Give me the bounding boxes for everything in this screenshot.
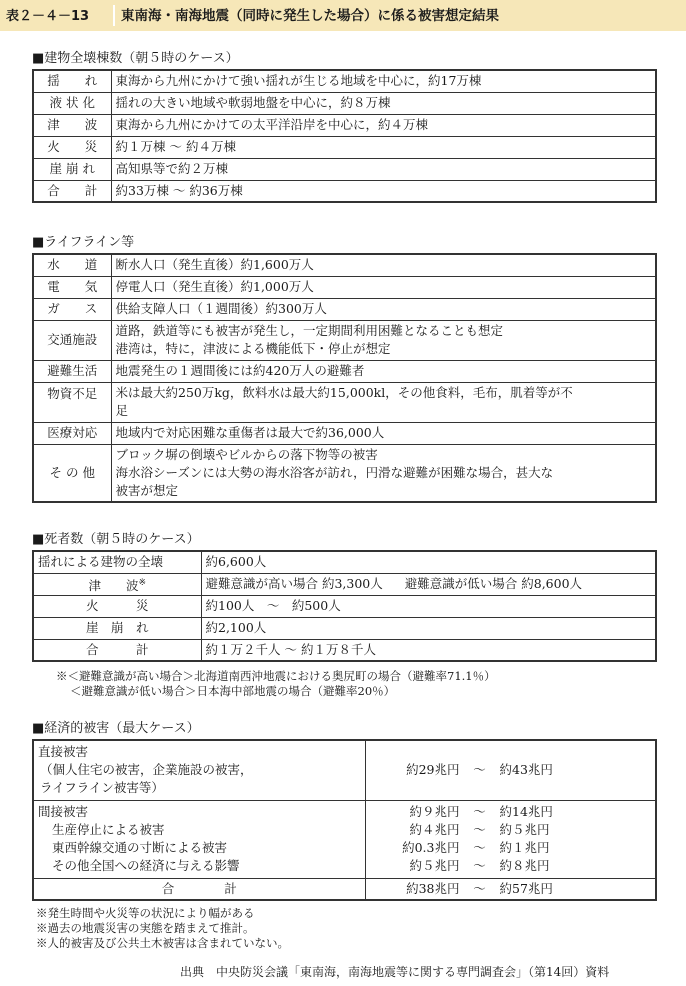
row-label: 崖 崩 れ — [33, 158, 111, 180]
table-row — [33, 136, 656, 158]
row-label: 医療対応 — [33, 422, 111, 444]
indirect-damage-label — [33, 800, 365, 878]
table-row — [33, 254, 656, 276]
row-label: 火 災 — [33, 595, 201, 617]
table-row — [33, 180, 656, 202]
row-label: 物資不足 — [33, 382, 111, 422]
table-number: 表２－４－13 — [6, 9, 90, 24]
value-high: 避難意識が高い場合 約3,300人 — [205, 576, 383, 592]
section-heading-buildings: ■建物全壊棟数（朝５時のケース） — [32, 51, 239, 66]
row-label: 合 計 — [33, 180, 111, 202]
value-tilde: ～ — [473, 762, 486, 778]
value-min: 約29兆円 — [406, 762, 460, 778]
table-row — [33, 360, 656, 382]
row-label-text: 津 波 — [88, 577, 139, 593]
deaths-table — [32, 550, 657, 662]
lifeline-table — [32, 253, 657, 503]
value-max: 約１兆円 — [499, 840, 550, 855]
table-row — [33, 444, 656, 502]
value-line — [398, 803, 652, 821]
table-row — [33, 382, 656, 422]
row-value — [201, 573, 656, 595]
row-value: 約2,100人 — [201, 617, 656, 639]
row-line: 間接被害 — [38, 804, 89, 819]
row-value: 断水人口（発生直後）約1,600万人 — [111, 254, 656, 276]
table-row — [33, 740, 656, 800]
table-row — [33, 114, 656, 136]
footnote-3: ※人的被害及び公共土木被害は含まれていない。 — [36, 936, 289, 950]
row-line: 米は最大約250万kg，飲料水は最大約15,000kl，その他食料，毛布，肌着等が不 — [115, 385, 573, 400]
value-max: 約８兆円 — [499, 858, 550, 873]
table-row — [33, 595, 656, 617]
row-label: 崖 崩 れ — [33, 617, 201, 639]
total-value — [365, 878, 656, 900]
row-line: ライフライン被害等） — [40, 780, 164, 796]
deaths-note-1: ※＜避難意識が高い場合＞北海道南西沖地震における奥尻町の場合（避難率71.1％） — [56, 669, 496, 683]
row-line: 東西幹線交通の寸断による被害 — [52, 840, 228, 855]
table-row — [33, 639, 656, 661]
table-row — [33, 422, 656, 444]
row-line: （個人住宅の被害，企業施設の被害， — [40, 762, 253, 778]
value-tilde: ～ — [473, 858, 486, 873]
row-value: 約１万２千人 ～ 約１万８千人 — [201, 639, 656, 661]
row-label: そ の 他 — [33, 444, 111, 502]
row-line: 足 — [115, 403, 129, 418]
value-min: 約0.3兆円 — [402, 840, 460, 855]
row-label: 避難生活 — [33, 360, 111, 382]
section-heading-economic: ■経済的被害（最大ケース） — [32, 721, 200, 736]
section-heading-lifeline: ■ライフライン等 — [32, 235, 135, 250]
row-line: 道路，鉄道等にも被害が発生し，一定期間利用困難となることも想定 — [115, 323, 504, 338]
value-max: 約57兆円 — [499, 880, 553, 896]
table-row — [33, 298, 656, 320]
row-value: 東海から九州にかけての太平洋沿岸を中心に，約４万棟 — [111, 114, 656, 136]
row-value: 高知県等で約２万棟 — [111, 158, 656, 180]
indirect-damage-value — [365, 800, 656, 878]
title-bar — [0, 0, 686, 31]
value-line — [398, 839, 652, 857]
table-row — [33, 800, 656, 878]
row-label: 水 道 — [33, 254, 111, 276]
table-row — [33, 878, 656, 900]
table-row — [33, 276, 656, 298]
row-label: 液 状 化 — [33, 92, 111, 114]
row-line: 生産停止による被害 — [52, 822, 165, 837]
footnote-1: ※発生時間や火災等の状況により幅がある — [36, 906, 255, 920]
table-row — [33, 158, 656, 180]
value-line — [398, 857, 652, 875]
row-value: 約33万棟 ～ 約36万棟 — [111, 180, 656, 202]
row-line: 被害が想定 — [115, 482, 179, 498]
row-value — [111, 444, 656, 502]
value-max: 約５兆円 — [499, 822, 550, 837]
row-label: 揺 れ — [33, 70, 111, 92]
row-value: 東海から九州にかけて強い揺れが生じる地域を中心に，約17万棟 — [111, 70, 656, 92]
value-min: 約９兆円 — [409, 804, 460, 819]
row-value: 停電人口（発生直後）約1,000万人 — [111, 276, 656, 298]
row-label: 電 気 — [33, 276, 111, 298]
row-value: 地震発生の１週間後には約420万人の避難者 — [111, 360, 656, 382]
row-line: ブロック塀の倒壊やビルからの落下物等の被害 — [115, 446, 378, 462]
value-tilde: ～ — [473, 880, 486, 896]
row-value: 揺れの大きい地域や軟弱地盤を中心に，約８万棟 — [111, 92, 656, 114]
value-tilde: ～ — [473, 822, 486, 837]
page-title: 東南海・南海地震（同時に発生した場合）に係る被害想定結果 — [121, 8, 499, 24]
value-min: 約38兆円 — [406, 880, 460, 896]
economic-table — [32, 739, 657, 901]
row-line: 海水浴シーズンには大勢の海水浴客が訪れ，円滑な避難が困難な場合，甚大な — [115, 464, 554, 480]
value-min: 約４兆円 — [409, 822, 460, 837]
row-label: 揺れによる建物の全壊 — [33, 551, 201, 573]
table-row — [33, 70, 656, 92]
value-tilde: ～ — [473, 840, 486, 855]
row-value — [111, 382, 656, 422]
row-value: 約100人 ～ 約500人 — [201, 595, 656, 617]
row-line: 直接被害 — [38, 744, 89, 760]
value-tilde: ～ — [473, 804, 486, 819]
table-row — [33, 551, 656, 573]
section-heading-deaths: ■死者数（朝５時のケース） — [32, 532, 200, 547]
total-label: 合 計 — [33, 878, 365, 900]
row-label: 交通施設 — [33, 320, 111, 360]
row-label: 津 波 — [33, 114, 111, 136]
row-label: ガ ス — [33, 298, 111, 320]
value-low: 避難意識が低い場合 約8,600人 — [404, 576, 583, 592]
row-label: 合 計 — [33, 639, 201, 661]
table-row — [33, 320, 656, 360]
row-value: 約１万棟 ～ 約４万棟 — [111, 136, 656, 158]
value-line — [398, 821, 652, 839]
row-value: 地域内で対応困難な重傷者は最大で約36,000人 — [111, 422, 656, 444]
table-row — [33, 573, 656, 595]
row-value — [111, 320, 656, 360]
value-max: 約43兆円 — [499, 762, 553, 778]
note-mark: ※ — [138, 577, 147, 588]
row-line: 港湾は，特に，津波による機能低下・停止が想定 — [115, 341, 391, 356]
source-citation: 出典 中央防災会議「東南海，南海地震等に関する専門調査会」（第14回）資料 — [180, 965, 610, 979]
table-row — [33, 617, 656, 639]
table-row — [33, 92, 656, 114]
row-value: 供給支障人口（１週間後）約300万人 — [111, 298, 656, 320]
title-divider — [113, 5, 115, 26]
footnote-2: ※過去の地震災害の実態を踏まえて推計。 — [36, 921, 255, 935]
row-label: 火 災 — [33, 136, 111, 158]
value-max: 約14兆円 — [499, 804, 553, 819]
row-line: その他全国への経済に与える影響 — [52, 858, 240, 873]
row-label — [33, 573, 201, 595]
row-value: 約6,600人 — [201, 551, 656, 573]
buildings-table — [32, 69, 657, 203]
value-min: 約５兆円 — [409, 858, 460, 873]
direct-damage-label — [33, 740, 365, 800]
direct-damage-value — [365, 740, 656, 800]
deaths-note-2: ＜避難意識が低い場合＞日本海中部地震の場合（避難率20％） — [70, 684, 396, 698]
